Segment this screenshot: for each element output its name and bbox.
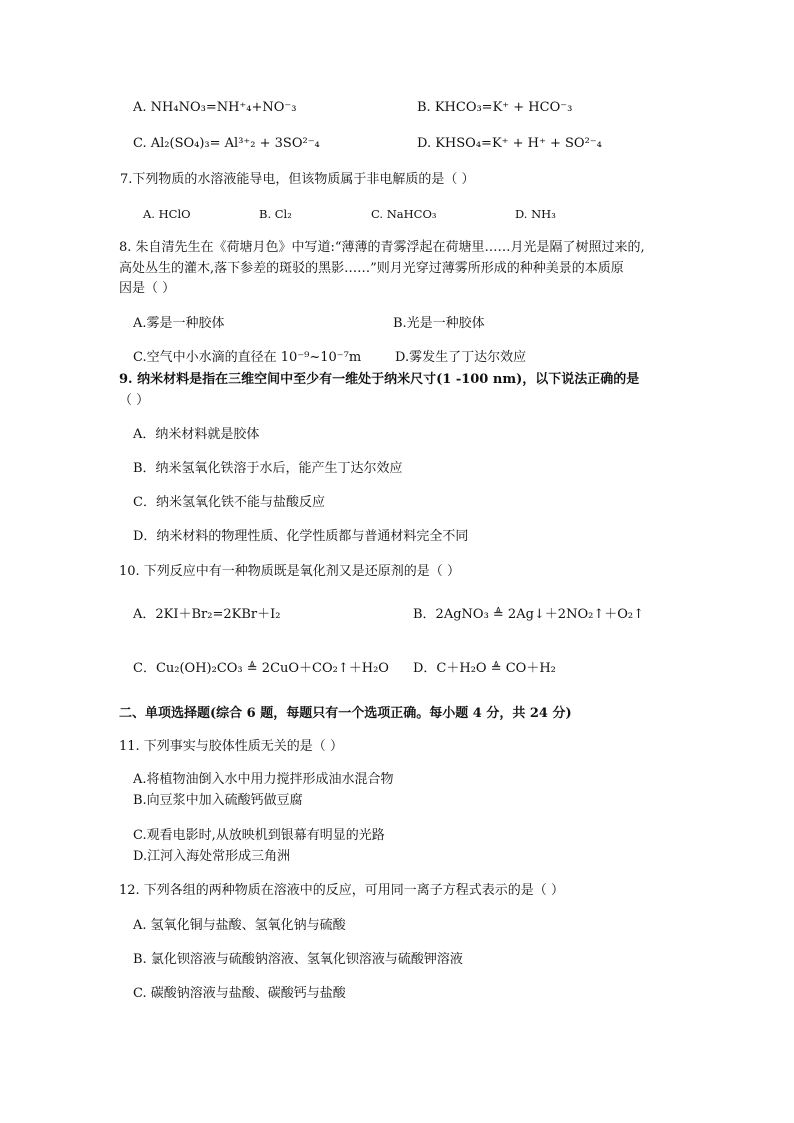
q8-stem-line-3: 因是（ ）	[119, 281, 176, 296]
q9-stem-line-2: （ ）	[119, 393, 150, 408]
q7-option-d: D. NH₃	[515, 207, 556, 221]
q11-stem: 11. 下列事实与胶体性质无关的是（ ）	[119, 739, 343, 754]
q11-option-c: C.观看电影时,从放映机到银幕有明显的光路	[133, 828, 385, 843]
q7-option-a: A. HClO	[143, 207, 191, 221]
q8-stem-text: 8. 朱自清先生在《荷塘月色》中写道:“薄薄的青雾浮起在荷塘里……月光是隔了树照过来的,	[119, 240, 645, 255]
q8-option-c: C.空气中小水滴的直径在 10⁻⁹~10⁻⁷m	[133, 350, 362, 365]
q6-option-a: A. NH₄NO₃=NH⁺₄+NO⁻₃	[133, 100, 297, 115]
q8-option-a: A.雾是一种胶体	[133, 316, 225, 331]
q9-option-d: D．纳米材料的物理性质、化学性质都与普通材料完全不同	[133, 529, 469, 544]
q8-stem-line-1	[119, 239, 645, 257]
q9-stem-line-1: 9. 纳米材料是指在三维空间中至少有一维处于纳米尺寸(1 -100 nm)，以下说法正确的是	[119, 372, 640, 387]
q7-stem: 7.下列物质的水溶液能导电，但该物质属于非电解质的是（ ）	[120, 172, 475, 187]
q6-option-d: D. KHSO₄=K⁺ + H⁺ + SO²⁻₄	[417, 136, 602, 151]
q10-stem: 10. 下列反应中有一种物质既是氧化剂又是还原剂的是（ ）	[119, 564, 460, 579]
q7-option-c: C. NaHCO₃	[371, 207, 437, 221]
q12-option-c: C. 碳酸钠溶液与盐酸、碳酸钙与盐酸	[133, 986, 346, 1001]
q7-option-b: B. Cl₂	[259, 207, 292, 221]
q10-option-a: A．2KI＋Br₂=2KBr＋I₂	[133, 607, 281, 622]
q8-stem-line-2: 高处丛生的灌木,落下参差的斑驳的黑影……”则月光穿过薄雾所形成的种种美景的本质原	[119, 261, 624, 276]
q12-stem: 12. 下列各组的两种物质在溶液中的反应，可用同一离子方程式表示的是（ ）	[119, 883, 564, 898]
q11-option-a: A.将植物油倒入水中用力搅拌形成油水混合物	[133, 772, 394, 787]
q9-option-b: B．纳米氢氧化铁溶于水后，能产生丁达尔效应	[133, 461, 403, 476]
q11-option-d: D.江河入海处常形成三角洲	[133, 849, 291, 864]
q11-option-b: B.向豆浆中加入硫酸钙做豆腐	[133, 793, 303, 808]
q10-option-d: D．C＋H₂O ≜ CO＋H₂	[413, 661, 556, 676]
section-2-title: 二、单项选择题(综合 6 题，每题只有一个选项正确。每小题 4 分，共 24 分)	[119, 706, 572, 721]
q10-option-c: C．Cu₂(OH)₂CO₃ ≜ 2CuO＋CO₂↑＋H₂O	[133, 661, 389, 676]
q6-option-c: C. Al₂(SO₄)₃= Al³⁺₂ + 3SO²⁻₄	[133, 136, 320, 151]
q12-option-b: B. 氯化钡溶液与硫酸钠溶液、氢氧化钡溶液与硫酸钾溶液	[133, 952, 463, 967]
q8-option-b: B.光是一种胶体	[393, 316, 485, 331]
q8-option-d: D.雾发生了丁达尔效应	[395, 350, 527, 365]
q9-option-c: C．纳米氢氧化铁不能与盐酸反应	[133, 495, 325, 510]
q10-option-b: B．2AgNO₃ ≜ 2Ag↓＋2NO₂↑＋O₂↑	[413, 607, 644, 622]
q6-option-b: B. KHCO₃=K⁺ + HCO⁻₃	[417, 100, 573, 115]
q12-option-a: A. 氢氧化铜与盐酸、氢氧化钠与硫酸	[133, 918, 346, 933]
q9-option-a: A．纳米材料就是胶体	[133, 427, 260, 442]
